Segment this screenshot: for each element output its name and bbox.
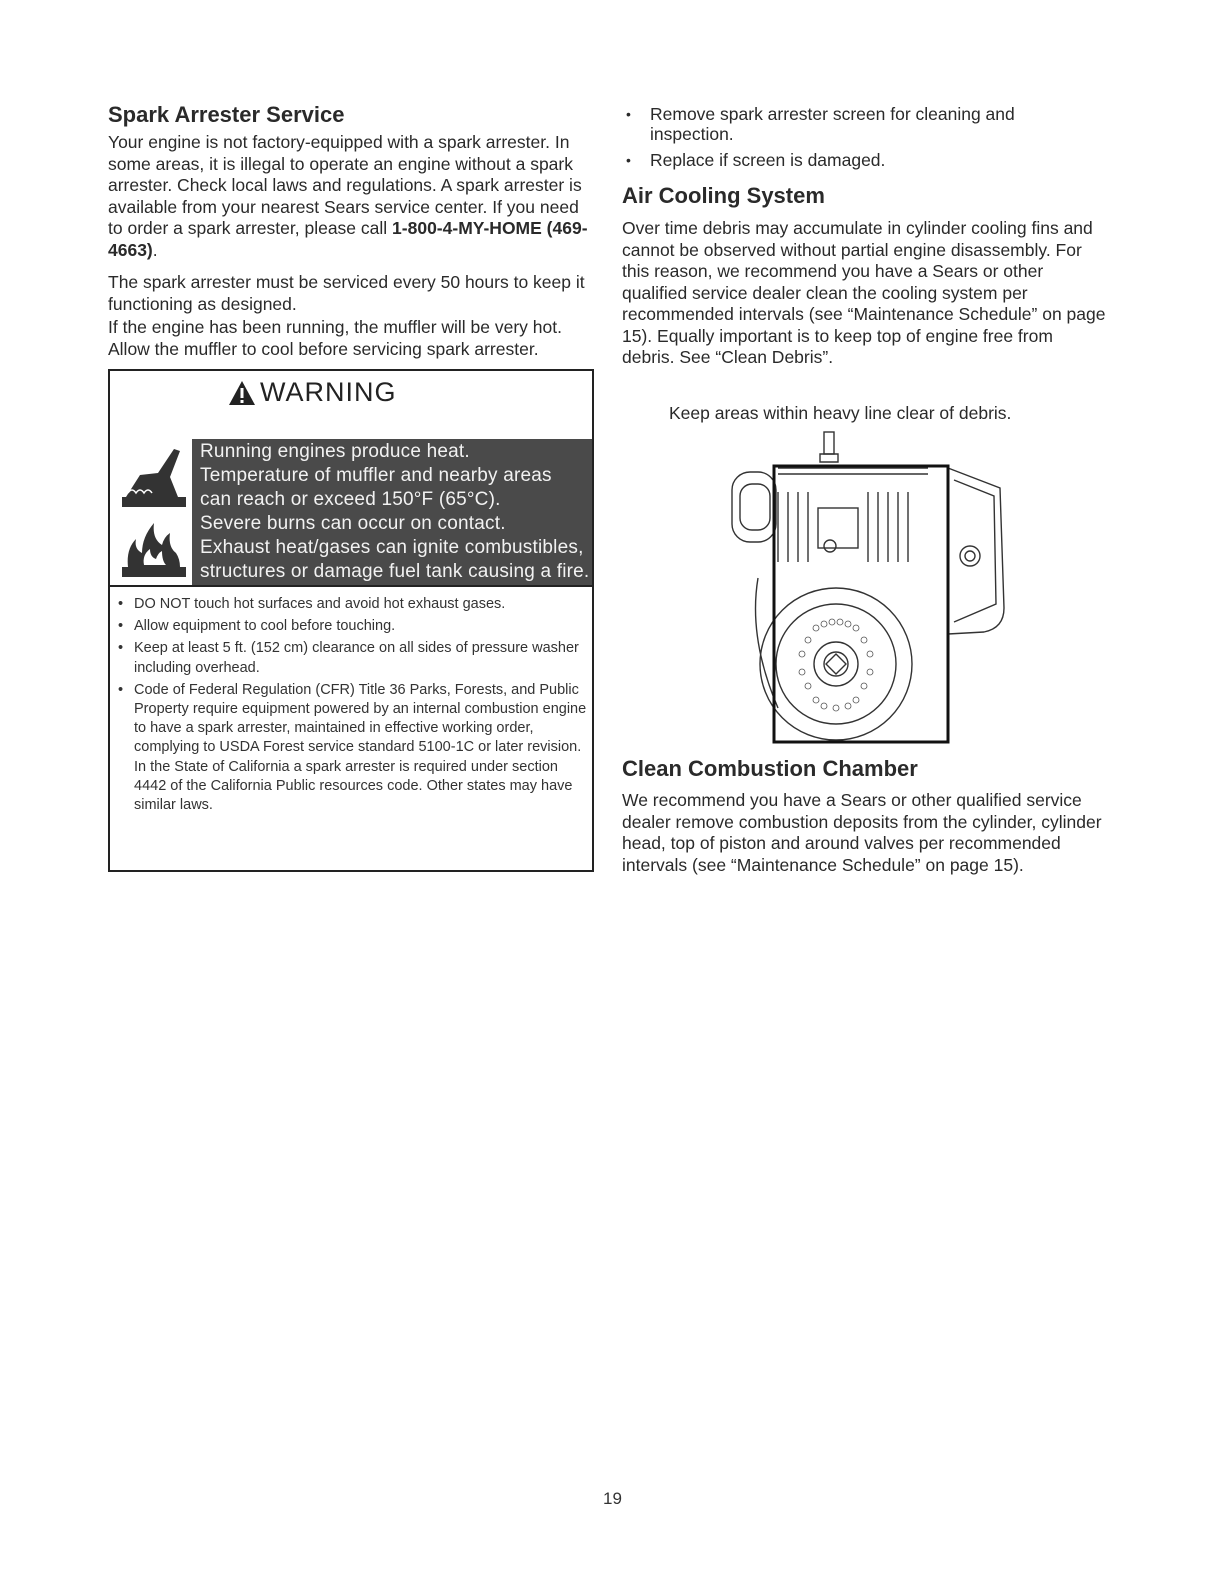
warning-hazard-band bbox=[110, 439, 592, 587]
spark-arrester-paragraph-3: If the engine has been running, the muffler will be very hot. Allow the muffler to cool before servicing spark arrester. bbox=[108, 317, 562, 359]
bullet-item: • Remove spark arrester screen for cleaning and inspection. bbox=[622, 104, 1092, 144]
hazard-line-1: Running engines produce heat. bbox=[200, 441, 470, 462]
spark-arrester-paragraph-1 bbox=[108, 132, 598, 261]
air-cooling-paragraph: Over time debris may accumulate in cylinder cooling fins and cannot be observed without partial engine disassembly. For this reason, we recommend you have a Sears or other qualified service dealer clean the cooling system per recommended intervals (see “Maintenance Schedule” on page 15). Equally important is to keep top of engine free from debris. See “Clean Debris”. bbox=[622, 218, 1106, 367]
warning-triangle-icon bbox=[228, 380, 256, 406]
warning-box bbox=[108, 369, 594, 872]
page-number: 19 bbox=[603, 1489, 622, 1508]
hazard-line-4: Severe burns can occur on contact. bbox=[200, 513, 506, 534]
warning-item: • Allow equipment to cool before touching. bbox=[116, 617, 590, 636]
hazard-message-panel bbox=[192, 439, 592, 585]
hazard-line-6: structures or damage fuel tank causing a fire. bbox=[200, 561, 590, 582]
bullet-item: • Replace if screen is damaged. bbox=[622, 150, 1092, 170]
warning-item: • Code of Federal Regulation (CFR) Title 36 Parks, Forests, and Public Property require equipment powered by an internal combustion engine to have a spark arrester, maintained in effective working order, complying to USDA Forest service standard 5100-1C or later revision. In the State of California a spark arrester is required under section 4442 of the California Public resources code. Other states may have similar laws. bbox=[116, 681, 590, 815]
warning-item: • DO NOT touch hot surfaces and avoid hot exhaust gases. bbox=[116, 595, 590, 614]
warning-header bbox=[110, 371, 592, 441]
engine-diagram bbox=[718, 428, 1018, 752]
hazard-line-2: Temperature of muffler and nearby areas bbox=[200, 465, 552, 486]
hazard-icons bbox=[110, 439, 192, 585]
hazard-line-5: Exhaust heat/gases can ignite combustibles, bbox=[200, 537, 584, 558]
clean-combustion-title: Clean Combustion Chamber bbox=[622, 756, 918, 781]
air-cooling-title: Air Cooling System bbox=[622, 183, 825, 208]
diagram-caption: Keep areas within heavy line clear of debris. bbox=[669, 403, 1012, 423]
spark-screen-bullets bbox=[622, 104, 1092, 170]
warning-item: • Keep at least 5 ft. (152 cm) clearance on all sides of pressure washer including overhead. bbox=[116, 639, 590, 677]
clean-combustion-paragraph: We recommend you have a Sears or other qualified service dealer remove combustion deposits from the cylinder, cylinder head, top of piston and around valves per recommended intervals (see “Maintenance Schedule” on page 15). bbox=[622, 790, 1102, 875]
hot-surface-hand-icon bbox=[118, 445, 190, 509]
spark-arrester-paragraph-2: The spark arrester must be serviced every 50 hours to keep it functioning as designed. bbox=[108, 272, 585, 314]
warning-list bbox=[116, 595, 590, 818]
hazard-line-3: can reach or exceed 150°F (65°C). bbox=[200, 489, 501, 510]
warning-title: WARNING bbox=[260, 377, 397, 407]
phone-suffix: . bbox=[152, 239, 158, 260]
fire-hazard-icon bbox=[118, 515, 190, 579]
sears-phone-number: 1-800-4-MY-HOME (469-4663) bbox=[108, 218, 588, 260]
spark-arrester-title: Spark Arrester Service bbox=[108, 102, 345, 127]
spark-p1-text: Your engine is not factory-equipped with a spark arrester. In some areas, it is illegal to operate an engine without a spark arrester. Check local laws and regulations. A spark arrester is available from your nearest Sears service center. If you need to order a spark arrester, please call bbox=[108, 132, 582, 238]
